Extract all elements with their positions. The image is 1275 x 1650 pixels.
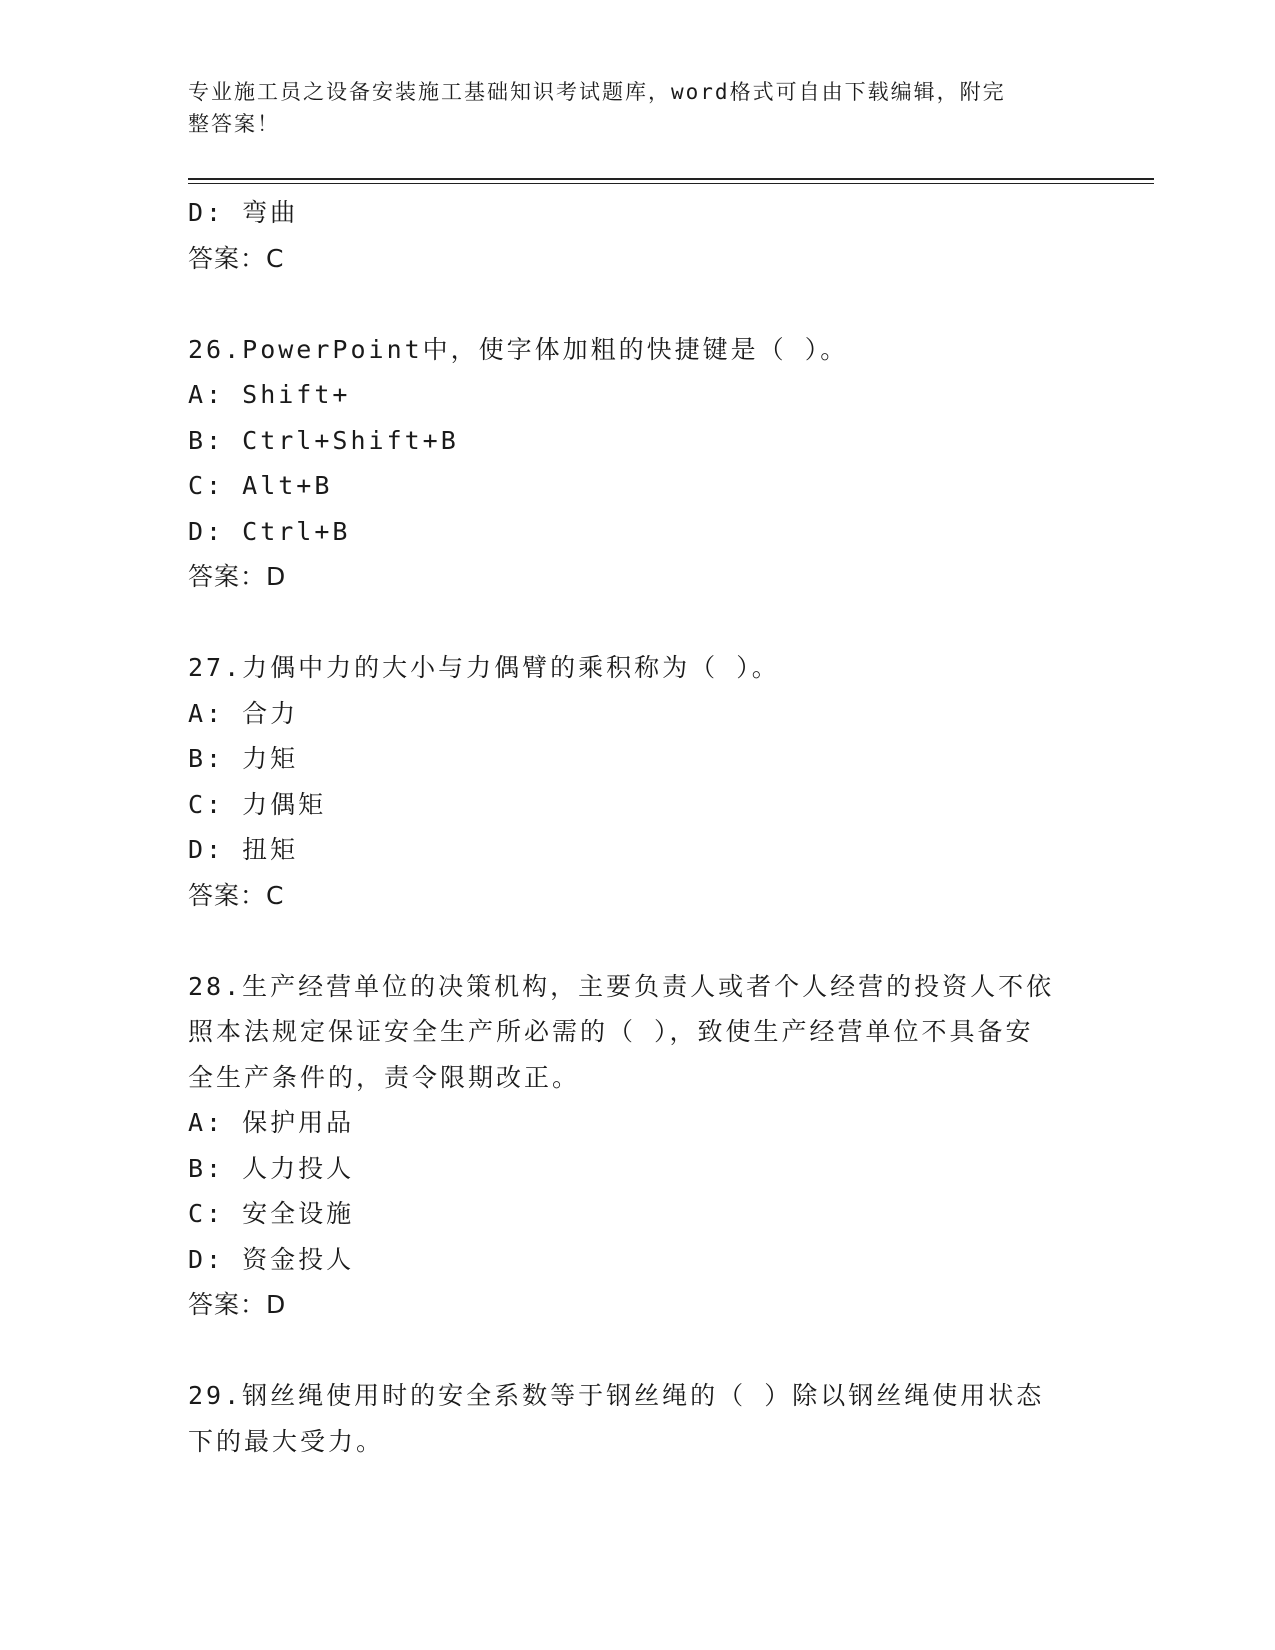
option-c: C: 安全设施: [188, 1199, 355, 1228]
header-line-2: 整答案！: [188, 112, 280, 136]
question-28: [188, 964, 1148, 1328]
question-29: [188, 1373, 1148, 1464]
question-26: [188, 327, 1148, 600]
question-stem-line-1: 28.生产经营单位的决策机构，主要负责人或者个人经营的投资人不依: [188, 971, 1055, 1001]
question-list: [188, 190, 1148, 1464]
answer: 答案：D: [188, 1290, 287, 1319]
option-b: B: Ctrl+Shift+B: [188, 425, 459, 455]
option-d: D: 资金投人: [188, 1244, 355, 1274]
question-stem-line-1: 29.钢丝绳使用时的安全系数等于钢丝绳的（ ）除以钢丝绳使用状态: [188, 1381, 1045, 1410]
spacer: [188, 600, 1148, 646]
option-d: D: 弯曲: [188, 198, 299, 227]
option-a: A: 合力: [188, 698, 299, 728]
answer: 答案：C: [188, 243, 285, 273]
option-b: B: 力矩: [188, 744, 299, 773]
header-divider-thin: [188, 183, 1154, 184]
question-stem: 27.力偶中力的大小与力偶臂的乘积称为（ ）。: [188, 653, 780, 682]
option-c: C: Alt+B: [188, 471, 333, 500]
answer: 答案：C: [188, 880, 285, 910]
option-d: D: Ctrl+B: [188, 516, 351, 546]
question-stem-line-2: 下的最大受力。: [188, 1426, 385, 1456]
question-stem-line-3: 全生产条件的，责令限期改正。: [188, 1062, 581, 1092]
question-stem: 26.PowerPoint中，使字体加粗的快捷键是（ ）。: [188, 334, 849, 364]
option-a: A: Shift+: [188, 380, 351, 409]
question-25-tail: [188, 190, 1148, 281]
header-divider-thick: [188, 178, 1154, 180]
spacer: [188, 281, 1148, 327]
option-a: A: 保护用品: [188, 1108, 355, 1137]
option-b: B: 人力投人: [188, 1153, 355, 1183]
question-27: [188, 645, 1148, 918]
spacer: [188, 918, 1148, 964]
option-d: D: 扭矩: [188, 835, 299, 864]
question-stem-line-2: 照本法规定保证安全生产所必需的（ ），致使生产经营单位不具备安: [188, 1017, 1034, 1046]
header-line-1: 专业施工员之设备安装施工基础知识考试题库，word格式可自由下载编辑，附完: [188, 80, 1006, 104]
answer: 答案：D: [188, 562, 287, 591]
option-c: C: 力偶矩: [188, 789, 327, 819]
document-header: [188, 76, 1068, 140]
spacer: [188, 1328, 1148, 1374]
